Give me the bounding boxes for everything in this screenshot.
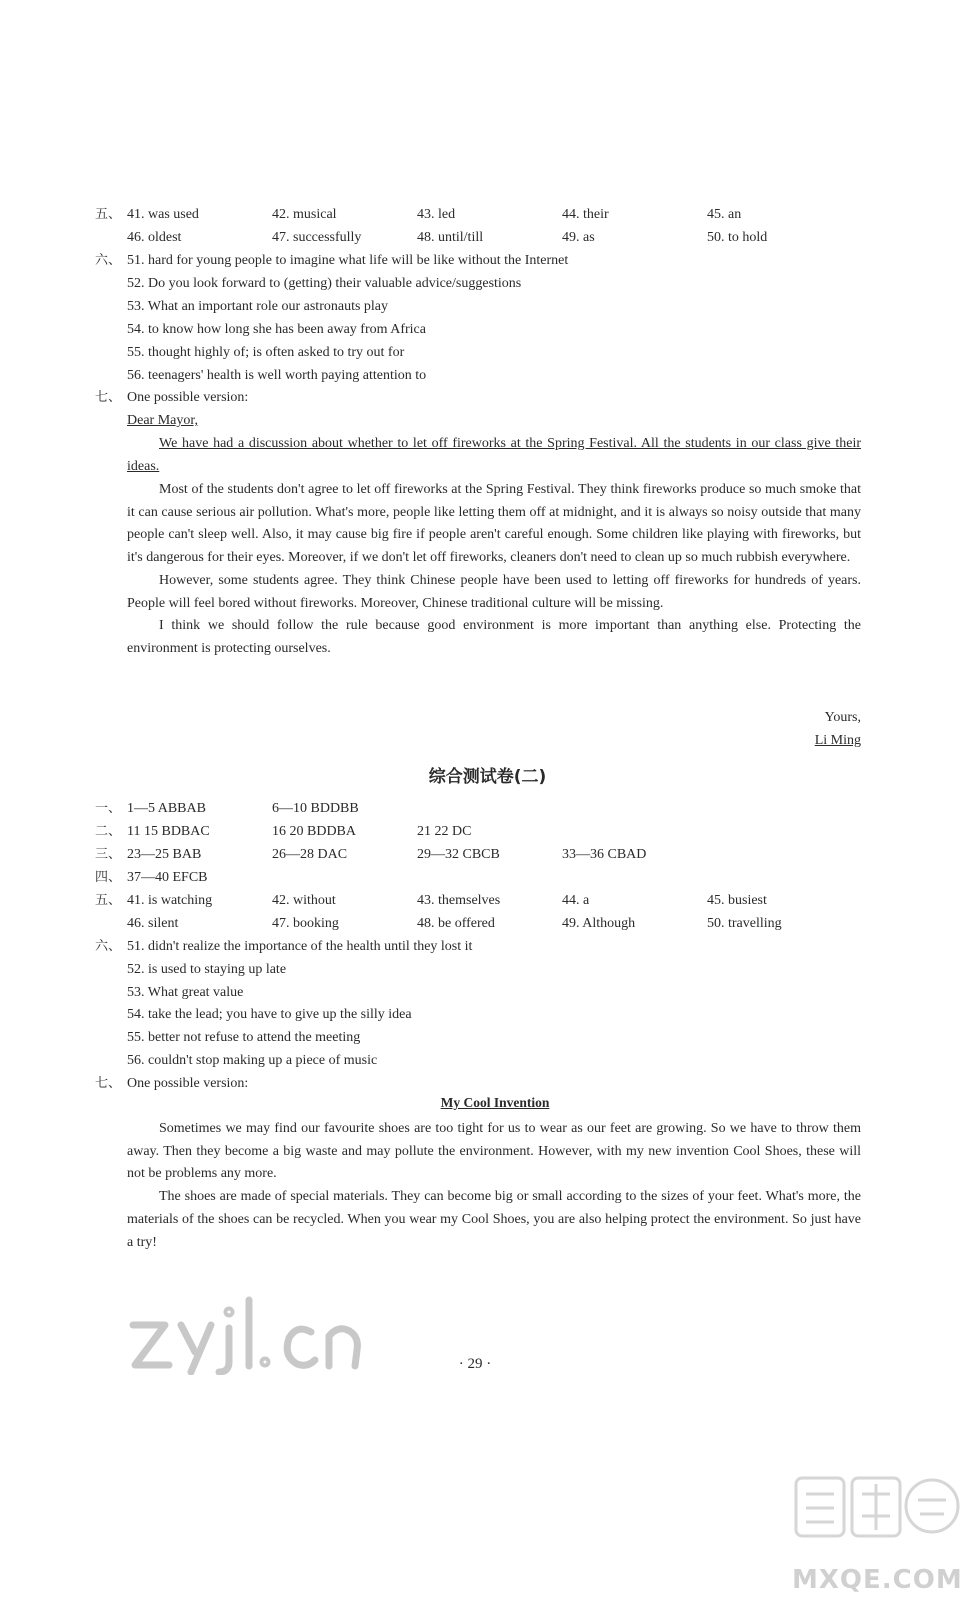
answer-item: 33—36 CBAD (562, 847, 647, 862)
intro-text: One possible version: (127, 390, 249, 405)
answer-item: 46. oldest (127, 230, 182, 245)
answer-item: 37—40 EFCB (127, 870, 208, 885)
answer-item: 45. busiest (707, 893, 767, 908)
section-mark: 五、 (95, 207, 122, 222)
answer-item: 21 22 DC (417, 824, 472, 839)
letter-body (127, 479, 861, 661)
answer-line: 56. teenagers' health is well worth paying attention to (127, 368, 427, 383)
answer-item: 1—5 ABBAB (127, 801, 206, 816)
zyjl-watermark-logo (125, 1290, 390, 1375)
letter-intro-paragraph (127, 433, 861, 478)
answer-item: 42. musical (272, 207, 337, 222)
letter-signature: Li Ming (814, 733, 861, 748)
essay-body (127, 1118, 861, 1254)
answer-item: 49. as (562, 230, 595, 245)
answer-item: 41. was used (127, 207, 199, 222)
letter-salutation: Dear Mayor, (127, 413, 198, 428)
answer-line: 53. What an important role our astronauts play (127, 299, 389, 314)
answer-item: 49. Although (562, 916, 636, 931)
answer-line: 55. thought highly of; is often asked to try out for (127, 345, 405, 360)
answer-line: 56. couldn't stop making up a piece of music (127, 1053, 378, 1068)
answer-item: 11 15 BDBAC (127, 824, 210, 839)
answer-line: 52. Do you look forward to (getting) their valuable advice/suggestions (127, 276, 522, 291)
answer-item: 50. to hold (707, 230, 768, 245)
section-mark: 三、 (95, 847, 122, 862)
paragraph: Sometimes we may find our favourite shoes are too tight for us to wear as our feet are growing. So we have to throw them away. Then they become a big waste and may pollute the environment. However, with my new invention Cool Shoes, these will not be problems any more. (127, 1121, 861, 1182)
answer-item: 50. travelling (707, 916, 782, 931)
answer-item: 46. silent (127, 916, 179, 931)
section-mark: 五、 (95, 893, 122, 908)
answer-item: 6—10 BDDBB (272, 801, 359, 816)
answer-line: 55. better not refuse to attend the meeting (127, 1030, 361, 1045)
answer-item: 48. be offered (417, 916, 495, 931)
answer-item: 43. led (417, 207, 456, 222)
answer-item: 26—28 DAC (272, 847, 348, 862)
section-mark: 四、 (95, 870, 122, 885)
answer-line: 52. is used to staying up late (127, 962, 287, 977)
paragraph: The shoes are made of special materials. They can become big or small according to the sizes of your feet. What's more, the materials of the shoes can be recycled. When you wear my Cool Shoes, you are also helping protect the environment. So just have a try! (127, 1189, 861, 1250)
paragraph: I think we should follow the rule because good environment is more important than anything else. Protecting the environment is protecting ourselves. (127, 618, 861, 656)
answer-item: 43. themselves (417, 893, 501, 908)
answer-line: 51. hard for young people to imagine what life will be like without the Internet (127, 253, 569, 268)
section-mark: 二、 (95, 824, 122, 839)
answer-line: 54. take the lead; you have to give up the silly idea (127, 1007, 412, 1022)
answer-line: 51. didn't realize the importance of the health until they lost it (127, 939, 473, 954)
section-mark: 六、 (95, 939, 122, 954)
intro-text: One possible version: (127, 1076, 249, 1091)
answer-item: 45. an (707, 207, 742, 222)
answer-line: 53. What great value (127, 985, 244, 1000)
test-title: 综合测试卷(二) (428, 767, 547, 787)
corner-watermark-text: MXQE.COM (792, 1565, 963, 1595)
answer-item: 29—32 CBCB (417, 847, 500, 862)
answer-item: 41. is watching (127, 893, 213, 908)
answer-item: 48. until/till (417, 230, 484, 245)
answer-item: 44. a (562, 893, 590, 908)
answer-item: 42. without (272, 893, 336, 908)
answer-item: 47. successfully (272, 230, 362, 245)
letter-closing: Yours, (824, 710, 861, 725)
section-mark: 七、 (95, 1076, 122, 1091)
paragraph: Most of the students don't agree to let off fireworks at the Spring Festival. They think fireworks produce so much smoke that it can cause serious air pollution. What's more, people like letting them off at midnight, and it is always so noisy outside that many people can't sleep well. Also, it may cause big fire if people aren't careful enough. Some children like playing with fireworks, but it's dangerous for their eyes. Moreover, if we don't let off fireworks, cleaners don't need to clean up so much rubbish everywhere. (127, 482, 861, 566)
section-mark: 七、 (95, 390, 122, 405)
paragraph: However, some students agree. They think Chinese people have been used to letting off fireworks for hundreds of years. People will feel bored without fireworks. Moreover, Chinese traditional culture will be missing. (127, 572, 861, 611)
answer-item: 16 20 BDDBA (272, 824, 357, 839)
essay-title: My Cool Invention (440, 1095, 550, 1110)
section-mark: 一、 (95, 801, 122, 816)
paragraph: We have had a discussion about whether to let off fireworks at the Spring Festival. All the students in our class give their ideas. (127, 436, 861, 474)
answer-item: 44. their (562, 207, 609, 222)
section-mark: 六、 (95, 253, 122, 268)
answer-item: 47. booking (272, 916, 339, 931)
page-number: · 29 · (458, 1356, 492, 1372)
answer-line: 54. to know how long she has been away from Africa (127, 322, 426, 337)
answer-item: 23—25 BAB (127, 847, 202, 862)
